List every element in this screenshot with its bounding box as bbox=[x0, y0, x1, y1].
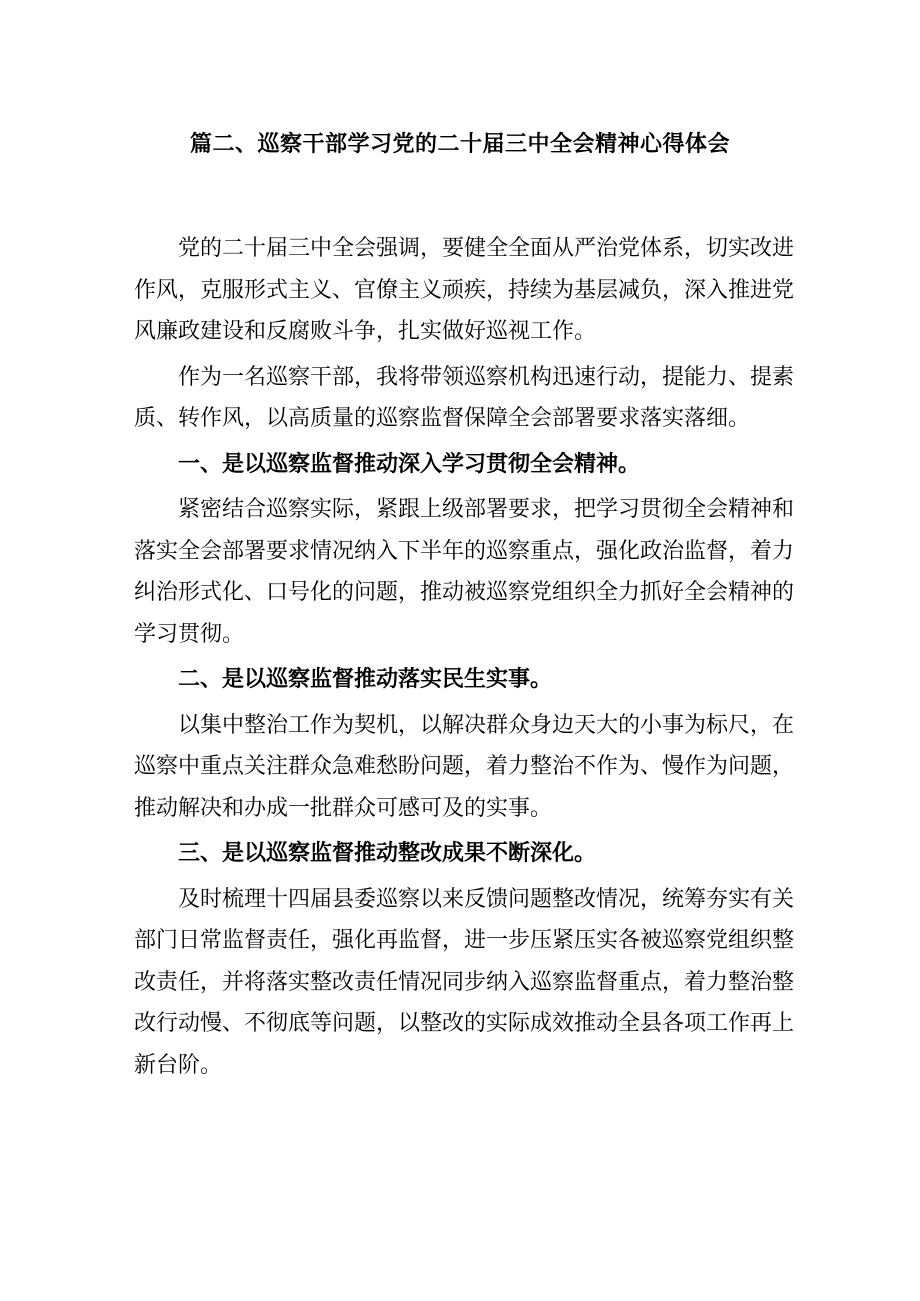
section-body-1: 紧密结合巡察实际，紧跟上级部署要求，把学习贯彻全会精神和落实全会部署要求情况纳入下半年的巡察重点，强化政治监督，着力纠治形式化、口号化的问题，推动被巡察党组织全力抓好全会精神的学习贯彻。 bbox=[134, 497, 795, 647]
section-body-2: 以集中整治工作为契机，以解决群众身边天大的小事为标尺，在巡察中重点关注群众急难愁盼问题，着力整治不作为、慢作为问题，推动解决和办成一批群众可感可及的实事。 bbox=[134, 712, 795, 821]
section-body-3: 及时梳理十四届县委巡察以来反馈问题整改情况，统筹夯实有关部门日常监督责任，强化再监督，进一步压紧压实各被巡察党组织整改责任，并将落实整改责任情况同步纳入巡察监督重点，着力整治整改行动慢、不彻底等问题，以整改的实际成效推动全县各项工作再上新台阶。 bbox=[134, 886, 795, 1078]
section-heading-3: 三、是以巡察监督推动整改成果不断深化。 bbox=[178, 841, 597, 866]
document-body bbox=[134, 228, 794, 1090]
paragraph-intro: 党的二十届三中全会强调，要健全全面从严治党体系，切实改进作风，克服形式主义、官僚主义顽疾，持续为基层减负，深入推进党风廉政建设和反腐败斗争，扎实做好巡视工作。 bbox=[134, 236, 795, 344]
paragraph-commitment: 作为一名巡察干部，我将带领巡察机构迅速行动，提能力、提素质、转作风，以高质量的巡察监督保障全会部署要求落实落细。 bbox=[134, 364, 795, 431]
document-title: 篇二、巡察干部学习党的二十届三中全会精神心得体会 bbox=[189, 132, 730, 157]
section-heading-1: 一、是以巡察监督推动深入学习贯彻全会精神。 bbox=[178, 451, 641, 477]
section-heading-2: 二、是以巡察监督推动落实民生实事。 bbox=[178, 667, 553, 692]
